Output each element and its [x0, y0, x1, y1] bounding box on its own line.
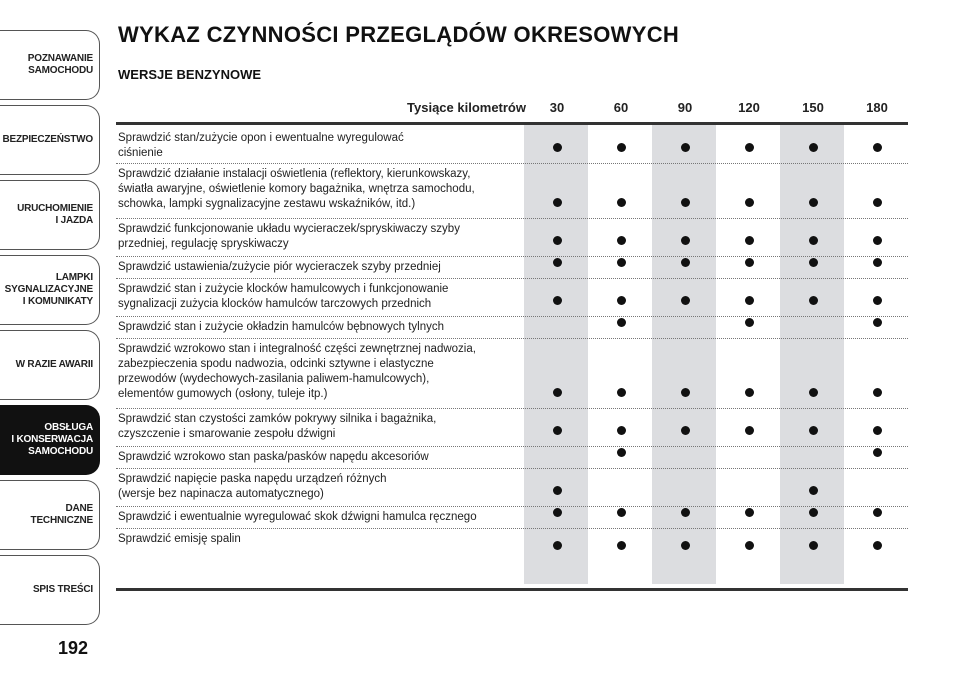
check-dot: [525, 504, 589, 522]
check-dot: [845, 504, 909, 522]
section-tab-6[interactable]: [0, 405, 100, 475]
bullet-icon: [553, 296, 562, 305]
section-tab-label: BEZPIECZEŃSTWO: [2, 134, 93, 145]
check-dot: [653, 139, 717, 157]
section-tab-label: OBSŁUGA I KONSERWACJA SAMOCHODU: [11, 422, 93, 457]
page-subtitle: WERSJE BENZYNOWE: [118, 67, 262, 82]
check-dot: [525, 422, 589, 440]
bullet-icon: [553, 143, 562, 152]
bullet-icon: [681, 143, 690, 152]
section-tab-7[interactable]: [0, 480, 100, 550]
bullet-icon: [553, 236, 562, 245]
bullet-icon: [681, 198, 690, 207]
row-description: Sprawdzić stan czystości zamków pokrywy silnika i bagażnika, czyszczenie i smarowanie zespołu dźwigni: [118, 413, 437, 440]
row-description: Sprawdzić emisję spalin: [118, 533, 241, 545]
km-column-header: 180: [866, 100, 888, 115]
section-tab-label: URUCHOMIENIE I JAZDA: [17, 203, 93, 226]
check-dot: [845, 384, 909, 402]
bullet-icon: [873, 143, 882, 152]
check-dot: [589, 232, 653, 250]
check-dot: [589, 444, 653, 462]
check-dot: [525, 254, 589, 272]
bullet-icon: [617, 296, 626, 305]
page-number: 192: [58, 638, 89, 658]
bullet-icon: [553, 486, 562, 495]
check-dot: [589, 194, 653, 212]
check-dot: [781, 194, 845, 212]
bullet-icon: [809, 508, 818, 517]
table-row: [116, 257, 908, 279]
page-title: WYKAZ CZYNNOŚCI PRZEGLĄDÓW OKRESOWYCH: [118, 22, 680, 47]
check-dot: [589, 254, 653, 272]
table-bottom-rule: [116, 588, 908, 591]
bullet-icon: [553, 388, 562, 397]
bullet-icon: [681, 426, 690, 435]
check-dot: [845, 422, 909, 440]
bullet-icon: [745, 198, 754, 207]
check-dot: [653, 422, 717, 440]
bullet-icon: [873, 426, 882, 435]
table-row: [116, 507, 908, 529]
bullet-icon: [809, 541, 818, 550]
section-tab-1[interactable]: [0, 30, 100, 100]
table-row: [116, 529, 908, 561]
table-row: [116, 317, 908, 339]
bullet-icon: [745, 236, 754, 245]
bullet-icon: [553, 426, 562, 435]
bullet-icon: [681, 388, 690, 397]
bullet-icon: [617, 541, 626, 550]
check-dot: [845, 537, 909, 555]
bullet-icon: [873, 236, 882, 245]
table-row: [116, 279, 908, 317]
km-column-header: 120: [738, 100, 760, 115]
check-dot: [781, 482, 845, 500]
bullet-icon: [809, 198, 818, 207]
table-row: [116, 164, 908, 219]
check-dot: [845, 194, 909, 212]
km-column-header: 90: [677, 100, 693, 115]
section-tab-5[interactable]: [0, 330, 100, 400]
km-column-header: 150: [802, 100, 824, 115]
check-dot: [653, 384, 717, 402]
table-rows: [116, 128, 908, 561]
bullet-icon: [809, 426, 818, 435]
table-row: [116, 219, 908, 257]
check-dot: [653, 194, 717, 212]
section-tab-label: W RAZIE AWARII: [15, 359, 93, 370]
check-dot: [717, 422, 781, 440]
section-tab-2[interactable]: [0, 105, 100, 175]
check-dot: [845, 254, 909, 272]
bullet-icon: [745, 296, 754, 305]
check-dot: [589, 504, 653, 522]
bullet-icon: [809, 486, 818, 495]
check-dot: [781, 254, 845, 272]
bullet-icon: [809, 143, 818, 152]
check-dot: [845, 444, 909, 462]
bullet-icon: [617, 448, 626, 457]
check-dot: [589, 139, 653, 157]
check-dot: [525, 232, 589, 250]
check-dot: [781, 384, 845, 402]
check-dot: [717, 232, 781, 250]
row-description: Sprawdzić stan i zużycie okładzin hamulców bębnowych tylnych: [118, 321, 444, 333]
check-dot: [525, 194, 589, 212]
bullet-icon: [873, 296, 882, 305]
check-dot: [589, 314, 653, 332]
bullet-icon: [617, 388, 626, 397]
bullet-icon: [681, 508, 690, 517]
bullet-icon: [745, 318, 754, 327]
bullet-icon: [809, 388, 818, 397]
row-description: Sprawdzić napięcie paska napędu urządzeń różnych (wersje bez napinacza automatycznego): [118, 473, 387, 500]
bullet-icon: [553, 198, 562, 207]
bullet-icon: [873, 318, 882, 327]
table-header: [116, 94, 908, 125]
check-dot: [717, 292, 781, 310]
bullet-icon: [745, 426, 754, 435]
check-dot: [589, 292, 653, 310]
check-dot: [589, 384, 653, 402]
row-description: Sprawdzić i ewentualnie wyregulować skok dźwigni hamulca ręcznego: [118, 511, 477, 523]
check-dot: [653, 232, 717, 250]
check-dot: [525, 139, 589, 157]
bullet-icon: [617, 236, 626, 245]
check-dot: [781, 232, 845, 250]
check-dot: [717, 384, 781, 402]
bullet-icon: [873, 508, 882, 517]
bullet-icon: [617, 426, 626, 435]
check-dot: [653, 537, 717, 555]
bullet-icon: [617, 508, 626, 517]
check-dot: [653, 254, 717, 272]
check-dot: [653, 292, 717, 310]
bullet-icon: [745, 143, 754, 152]
check-dot: [525, 537, 589, 555]
bullet-icon: [873, 198, 882, 207]
check-dot: [781, 504, 845, 522]
bullet-icon: [745, 541, 754, 550]
check-dot: [589, 422, 653, 440]
section-tab-4[interactable]: [0, 255, 100, 325]
section-tab-3[interactable]: [0, 180, 100, 250]
km-column-header: 30: [549, 100, 565, 115]
table-row: [116, 447, 908, 469]
row-description: Sprawdzić ustawienia/zużycie piór wycieraczek szyby przedniej: [118, 261, 441, 273]
bullet-icon: [873, 258, 882, 267]
check-dot: [525, 292, 589, 310]
check-dot: [781, 422, 845, 440]
bullet-icon: [617, 258, 626, 267]
bullet-icon: [745, 388, 754, 397]
bullet-icon: [681, 296, 690, 305]
bullet-icon: [745, 258, 754, 267]
row-description: Sprawdzić działanie instalacji oświetlenia (reflektory, kierunkowskazy, światła awaryjne, oświetlenie komory bagażnika, wnętrza samochodu, schowka, lampki sygnalizacyjne zestawu wskaźników, itd.): [118, 168, 475, 210]
check-dot: [525, 384, 589, 402]
check-dot: [717, 139, 781, 157]
check-dot: [717, 537, 781, 555]
bullet-icon: [809, 258, 818, 267]
bullet-icon: [617, 198, 626, 207]
check-dot: [717, 194, 781, 212]
check-dot: [845, 139, 909, 157]
bullet-icon: [809, 236, 818, 245]
km-column-header: 60: [613, 100, 629, 115]
section-tab-label: SPIS TREŚCI: [32, 584, 93, 595]
check-dot: [781, 139, 845, 157]
check-dot: [717, 254, 781, 272]
check-dot: [845, 314, 909, 332]
table-row: [116, 469, 908, 507]
km-label: Tysiące kilometrów: [407, 100, 526, 115]
table-row: [116, 339, 908, 409]
table-row: [116, 128, 908, 164]
row-description: Sprawdzić stan i zużycie klocków hamulcowych i funkcjonowanie sygnalizacji zużycia klocków hamulców tarczowych przednich: [118, 283, 449, 310]
section-tab-label: POZNAWANIE SAMOCHODU: [27, 53, 93, 76]
check-dot: [653, 504, 717, 522]
section-tab-8[interactable]: [0, 555, 100, 625]
bullet-icon: [873, 448, 882, 457]
bullet-icon: [873, 541, 882, 550]
bullet-icon: [553, 258, 562, 267]
bullet-icon: [553, 508, 562, 517]
bullet-icon: [681, 236, 690, 245]
check-dot: [589, 537, 653, 555]
section-tab-label: DANE TECHNICZNE: [30, 503, 93, 526]
row-description: Sprawdzić stan/zużycie opon i ewentualne wyregulować ciśnienie: [118, 132, 404, 159]
check-dot: [717, 314, 781, 332]
bullet-icon: [681, 541, 690, 550]
bullet-icon: [809, 296, 818, 305]
check-dot: [525, 482, 589, 500]
bullet-icon: [617, 318, 626, 327]
bullet-icon: [553, 541, 562, 550]
row-description: Sprawdzić wzrokowo stan i integralność części zewnętrznej nadwozia, zabezpieczenia spodu nadwozia, odcinki sztywne i elastyczne przewodów (wydechowych-zasilania paliwem-hamulcowych), elementów gumowych (osłony, tuleje itp.): [118, 343, 476, 400]
row-description: Sprawdzić wzrokowo stan paska/pasków napędu akcesoriów: [118, 451, 429, 463]
check-dot: [845, 292, 909, 310]
check-dot: [781, 292, 845, 310]
row-description: Sprawdzić funkcjonowanie układu wycieraczek/spryskiwaczy szyby przedniej, regulację spryskiwaczy: [118, 223, 460, 250]
table-row: [116, 409, 908, 447]
bullet-icon: [617, 143, 626, 152]
check-dot: [845, 232, 909, 250]
bullet-icon: [681, 258, 690, 267]
bullet-icon: [873, 388, 882, 397]
bullet-icon: [745, 508, 754, 517]
check-dot: [717, 504, 781, 522]
check-dot: [781, 537, 845, 555]
section-tab-label: LAMPKI SYGNALIZACYJNE I KOMUNIKATY: [4, 272, 93, 307]
